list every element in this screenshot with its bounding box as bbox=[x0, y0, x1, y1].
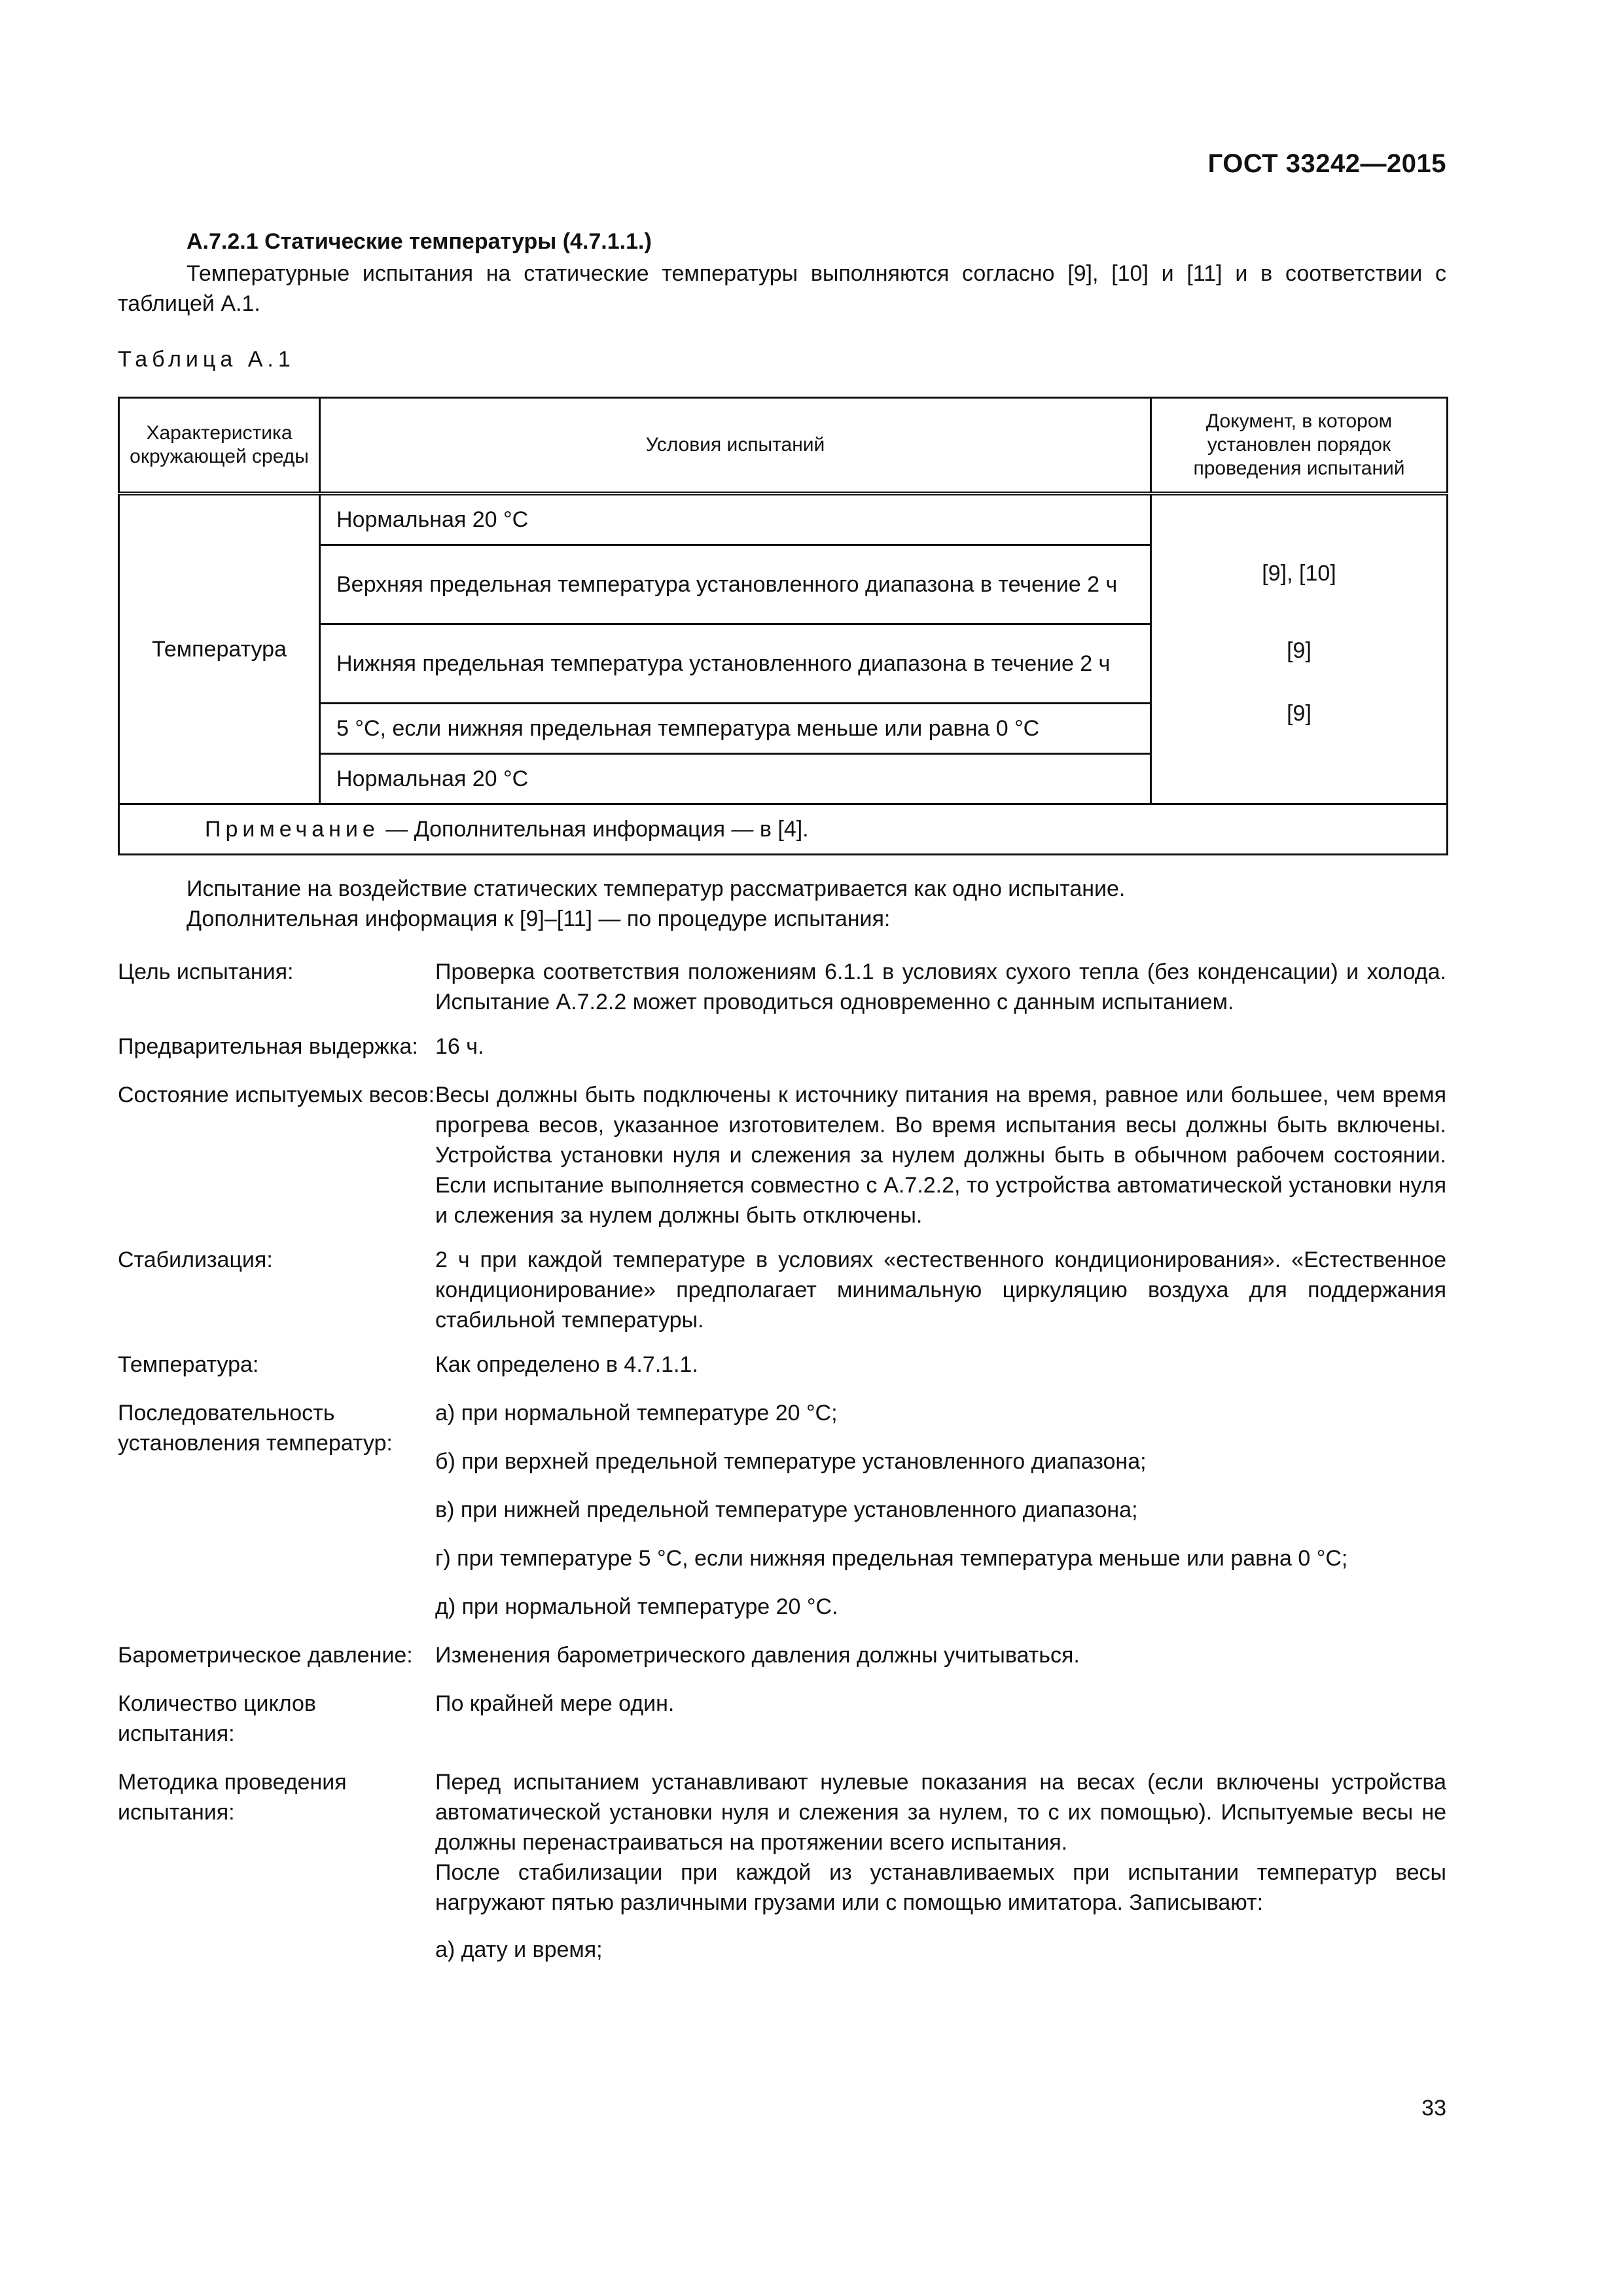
header-environment: Характеристика окружающей среды bbox=[119, 398, 320, 494]
param-value bbox=[435, 1398, 1446, 1622]
param-value: Весы должны быть подключены к источнику питания на время, равное или большее, чем время прогрева весов, указанное изготовителем. Во время испытания весы должны быть включены. Устройства установки нуля и слежения за нулем должны быть в обычном рабочем состоянии. Если испытание выполняется совместно с А.7.2.2, то устройства автоматической установки нуля и слежения за нулем должны быть отключены. bbox=[435, 1083, 1446, 1228]
param-value: 2 ч при каждой температуре в условиях «естественного кондиционирования». «Естественное кондиционирование» предполагает минимальную циркуляцию воздуха для поддержания стабильной температуры. bbox=[435, 1247, 1446, 1333]
param-row-temperature bbox=[118, 1350, 1446, 1380]
param-row-method bbox=[118, 1767, 1446, 1965]
table-note-row bbox=[119, 804, 1448, 855]
param-value: 16 ч. bbox=[435, 1034, 484, 1059]
document-ref: [9] bbox=[1287, 638, 1311, 663]
param-row-preconditioning bbox=[118, 1031, 1446, 1062]
param-label: Состояние испытуемых весов: bbox=[118, 1083, 435, 1107]
sequence-item: д) при нормальной температуре 20 °С. bbox=[435, 1594, 838, 1619]
param-row-cycles bbox=[118, 1689, 1446, 1749]
sequence-item: г) при температуре 5 °С, если нижняя предельная температура меньше или равна 0 °С; bbox=[435, 1546, 1348, 1571]
param-label: Барометрическое давление: bbox=[118, 1643, 413, 1668]
sequence-item: в) при нижней предельной температуре установленного диапазона; bbox=[435, 1498, 1138, 1522]
document-ref: [9], [10] bbox=[1262, 561, 1336, 586]
test-conditions-table bbox=[118, 397, 1448, 855]
table-row bbox=[119, 493, 1448, 545]
param-row-purpose bbox=[118, 957, 1446, 1017]
header-conditions: Условия испытаний bbox=[320, 398, 1151, 494]
param-row-stabilization bbox=[118, 1245, 1446, 1335]
param-label: Температура: bbox=[118, 1352, 259, 1377]
param-row-pressure bbox=[118, 1640, 1446, 1670]
table-note bbox=[119, 804, 1448, 855]
section-heading: А.7.2.1 Статические температуры (4.7.1.1.) bbox=[187, 229, 652, 254]
param-label: Стабилизация: bbox=[118, 1247, 273, 1272]
table-header-row bbox=[119, 398, 1448, 494]
method-paragraph: Перед испытанием устанавливают нулевые показания на весах (если включены устройства автоматической установки нуля и слежения за нулем, то с их помощью). Испытуемые весы не должны перенастраиваться на протяжении всего испытания. bbox=[435, 1770, 1446, 1855]
param-value: Изменения барометрического давления должны учитываться. bbox=[435, 1643, 1080, 1668]
after-table-line: Дополнительная информация к [9]–[11] — по процедуре испытания: bbox=[187, 906, 891, 931]
method-paragraph: а) дату и время; bbox=[435, 1937, 603, 1962]
condition-cell: Нижняя предельная температура установленного диапазона в течение 2 ч bbox=[320, 624, 1151, 704]
after-table-text bbox=[187, 874, 1125, 934]
param-label: Последовательность установления температур: bbox=[118, 1401, 393, 1456]
param-label: Методика проведения испытания: bbox=[118, 1770, 347, 1825]
note-label: Примечание bbox=[205, 816, 380, 842]
param-value: Проверка соответствия положениям 6.1.1 в условиях сухого тепла (без конденсации) и холода. Испытание А.7.2.2 может проводиться одновременно с данным испытанием. bbox=[435, 960, 1446, 1014]
table-caption: Таблица А.1 bbox=[118, 347, 295, 372]
header-document: Документ, в котором установлен порядок проведения испытаний bbox=[1151, 398, 1448, 494]
test-procedure-params bbox=[118, 957, 1446, 1965]
method-paragraph: После стабилизации при каждой из устанавливаемых при испытании температур весы нагружают пятью различными грузами или с помощью имитатора. Записывают: bbox=[435, 1860, 1446, 1915]
param-label: Цель испытания: bbox=[118, 960, 294, 984]
param-value: По крайней мере один. bbox=[435, 1691, 675, 1716]
environment-cell: Температура bbox=[119, 493, 320, 804]
document-cell bbox=[1151, 493, 1448, 804]
page-number: 33 bbox=[1421, 2096, 1446, 2121]
document-ref: [9] bbox=[1287, 701, 1311, 726]
condition-cell: Нормальная 20 °С bbox=[320, 754, 1151, 804]
sequence-item: а) при нормальной температуре 20 °С; bbox=[435, 1401, 838, 1426]
param-label: Количество циклов испытания: bbox=[118, 1691, 316, 1746]
intro-paragraph: Температурные испытания на статические температуры выполняются согласно [9], [10] и [11] и в соответствии с таблицей А.1. bbox=[118, 261, 1446, 316]
param-row-sequence bbox=[118, 1398, 1446, 1622]
sequence-item: б) при верхней предельной температуре установленного диапазона; bbox=[435, 1449, 1147, 1474]
condition-cell: Нормальная 20 °С bbox=[320, 493, 1151, 545]
param-value: Как определено в 4.7.1.1. bbox=[435, 1352, 698, 1377]
condition-cell: 5 °С, если нижняя предельная температура меньше или равна 0 °С bbox=[320, 704, 1151, 754]
param-row-state bbox=[118, 1080, 1446, 1230]
param-value bbox=[435, 1767, 1446, 1965]
standard-code: ГОСТ 33242—2015 bbox=[1207, 149, 1446, 178]
note-text: — Дополнительная информация — в [4]. bbox=[379, 816, 809, 842]
param-label: Предварительная выдержка: bbox=[118, 1034, 418, 1059]
condition-cell: Верхняя предельная температура установленного диапазона в течение 2 ч bbox=[320, 545, 1151, 624]
after-table-line: Испытание на воздействие статических температур рассматривается как одно испытание. bbox=[187, 876, 1126, 901]
